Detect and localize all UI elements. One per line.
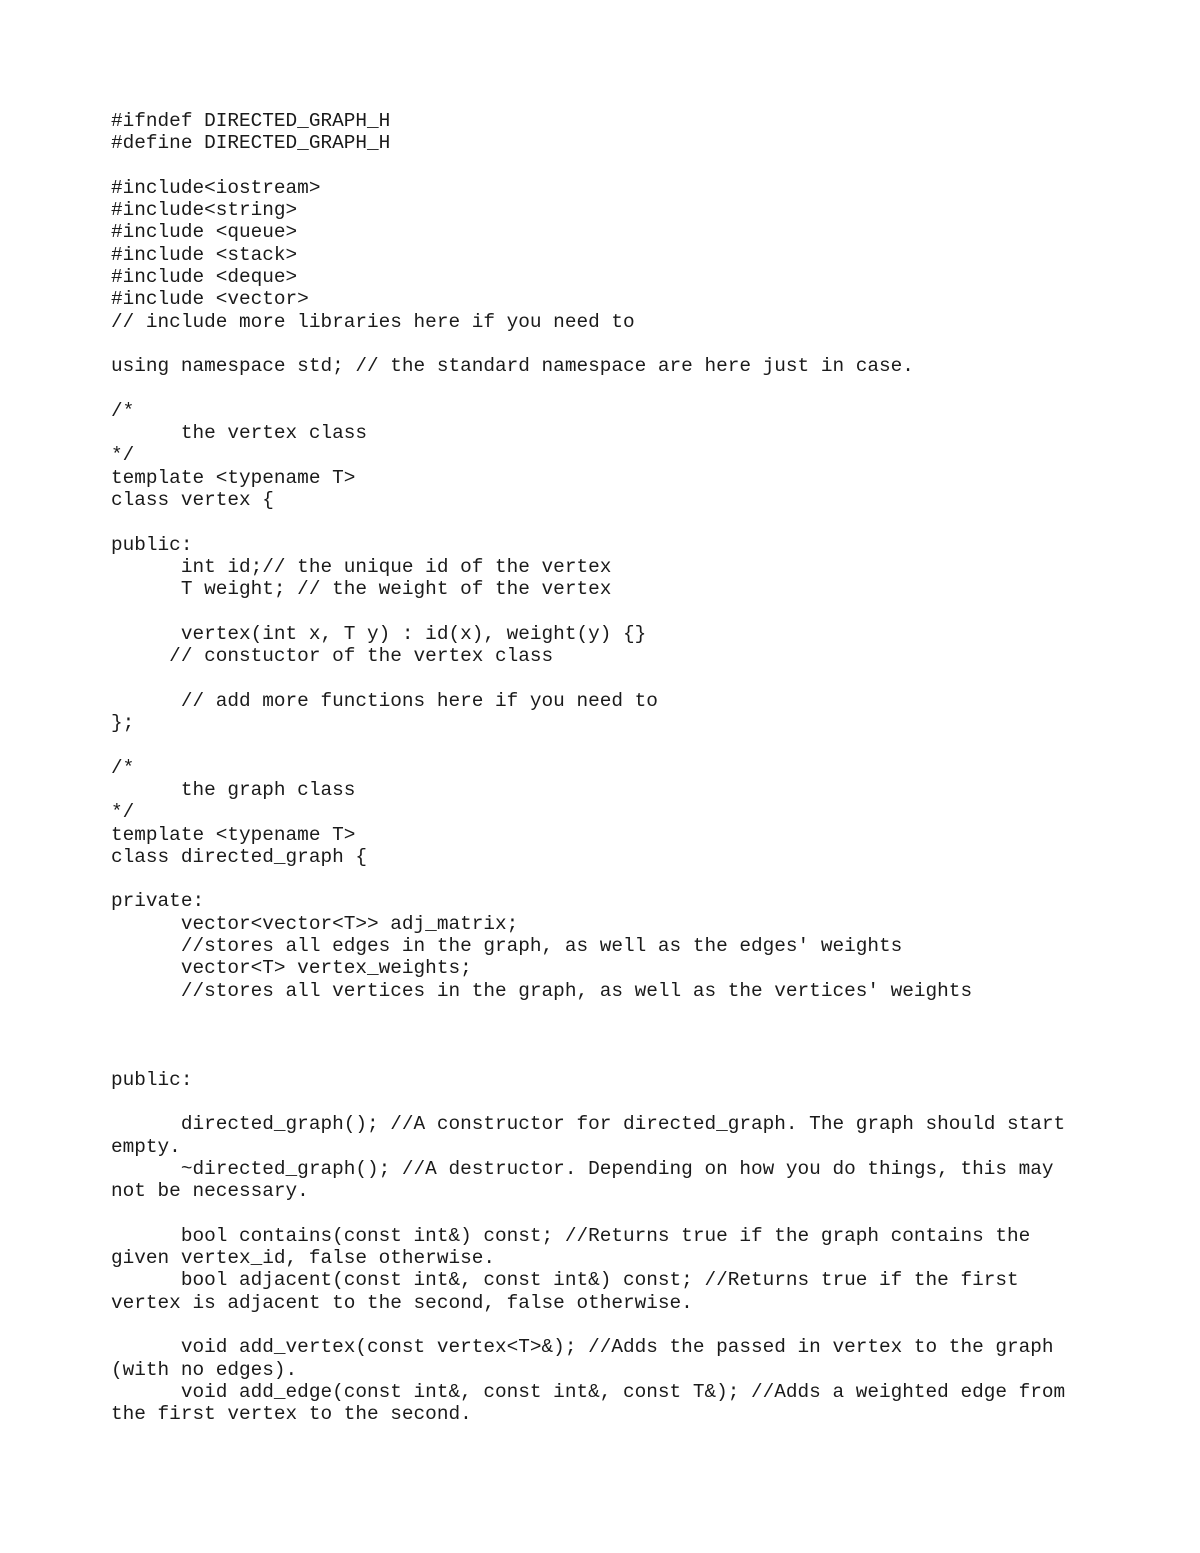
- code-line: public:: [111, 1068, 193, 1091]
- code-line: int id;// the unique id of the vertex: [111, 555, 612, 578]
- code-line: vector<vector<T>> adj_matrix;: [111, 912, 519, 935]
- code-line: class vertex {: [111, 489, 274, 512]
- code-line: bool adjacent(const int&, const int&) const; //Returns true if the first: [111, 1269, 1019, 1292]
- code-line: [111, 155, 1151, 177]
- code-line: // constuctor of the vertex class: [111, 645, 554, 668]
- code-line: [111, 333, 1151, 355]
- code-line: #define DIRECTED_GRAPH_H: [111, 132, 391, 155]
- code-line: */: [111, 444, 135, 467]
- code-line: private:: [111, 890, 205, 913]
- code-line: template <typename T>: [111, 466, 356, 489]
- code-line: using namespace std; // the standard namespace are here just in case.: [111, 355, 914, 378]
- code-line: class directed_graph {: [111, 845, 367, 868]
- code-line: (with no edges).: [111, 1358, 298, 1381]
- code-line: void add_vertex(const vertex<T>&); //Adds the passed in vertex to the graph: [111, 1336, 1054, 1359]
- code-line: [111, 511, 1151, 533]
- code-line: [111, 1203, 1151, 1225]
- code-listing: [111, 110, 1151, 1426]
- code-line: the first vertex to the second.: [111, 1403, 472, 1426]
- code-line: // add more functions here if you need to: [111, 689, 658, 712]
- code-line: */: [111, 801, 135, 824]
- code-line: public:: [111, 533, 193, 556]
- code-line: /*: [111, 399, 135, 422]
- code-line: // include more libraries here if you need to: [111, 310, 635, 333]
- code-line: T weight; // the weight of the vertex: [111, 578, 612, 601]
- code-line: void add_edge(const int&, const int&, const T&); //Adds a weighted edge from: [111, 1380, 1066, 1403]
- code-line: bool contains(const int&) const; //Returns true if the graph contains the: [111, 1224, 1031, 1247]
- code-line: [111, 1024, 1151, 1046]
- code-line: ~directed_graph(); //A destructor. Depending on how you do things, this may: [111, 1157, 1054, 1180]
- code-line: [111, 1314, 1151, 1336]
- code-line: #include<iostream>: [111, 176, 321, 199]
- code-line: vector<T> vertex_weights;: [111, 957, 472, 980]
- code-line: [111, 667, 1151, 689]
- code-line: };: [111, 712, 135, 735]
- code-line: #include <stack>: [111, 243, 298, 266]
- code-line: [111, 1002, 1151, 1024]
- code-line: #include <queue>: [111, 221, 298, 244]
- code-line: template <typename T>: [111, 823, 356, 846]
- code-line: /*: [111, 756, 135, 779]
- code-line: [111, 601, 1151, 623]
- code-line: #ifndef DIRECTED_GRAPH_H: [111, 110, 391, 132]
- code-line: #include <deque>: [111, 266, 298, 289]
- code-line: vertex is adjacent to the second, false otherwise.: [111, 1291, 693, 1314]
- code-line: [111, 868, 1151, 890]
- code-line: not be necessary.: [111, 1180, 309, 1203]
- code-line: //stores all vertices in the graph, as well as the vertices' weights: [111, 979, 973, 1002]
- code-line: //stores all edges in the graph, as well as the edges' weights: [111, 934, 903, 957]
- code-line: [111, 1046, 1151, 1068]
- code-line: [111, 734, 1151, 756]
- code-line: #include <vector>: [111, 288, 309, 311]
- code-line: [111, 378, 1151, 400]
- code-line: [111, 1091, 1151, 1113]
- code-line: vertex(int x, T y) : id(x), weight(y) {}: [111, 622, 647, 645]
- code-line: directed_graph(); //A constructor for directed_graph. The graph should start: [111, 1113, 1066, 1136]
- code-line: the vertex class: [111, 422, 367, 445]
- code-line: #include<string>: [111, 199, 298, 222]
- code-line: given vertex_id, false otherwise.: [111, 1247, 495, 1270]
- code-line: the graph class: [111, 778, 356, 801]
- code-line: empty.: [111, 1135, 181, 1158]
